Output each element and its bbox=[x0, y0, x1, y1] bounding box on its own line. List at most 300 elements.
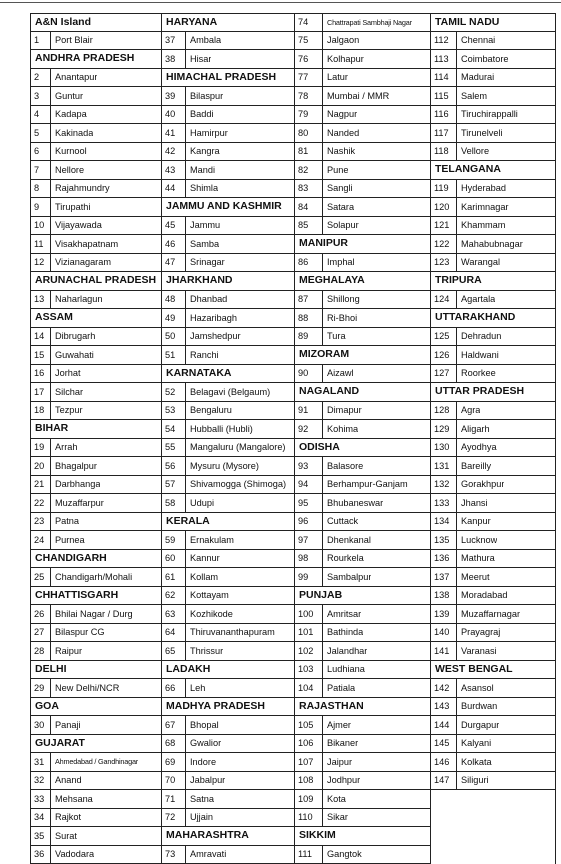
state-header: ARUNACHAL PRADESH bbox=[31, 272, 161, 291]
state-city-table bbox=[30, 13, 556, 864]
state-header: MANIPUR bbox=[295, 235, 430, 254]
city-number: 52 bbox=[162, 383, 186, 401]
city-row bbox=[31, 809, 161, 828]
city-name: Muzaffarpur bbox=[51, 498, 104, 508]
city-name: Agartala bbox=[457, 294, 495, 304]
table-column bbox=[294, 13, 430, 864]
city-name: Patiala bbox=[323, 683, 355, 693]
city-row bbox=[295, 124, 430, 143]
city-name: Bhagalpur bbox=[51, 461, 97, 471]
city-number: 13 bbox=[31, 291, 51, 309]
city-row bbox=[431, 587, 555, 606]
city-row bbox=[295, 402, 430, 421]
city-row bbox=[431, 365, 555, 384]
state-header: TELANGANA bbox=[431, 161, 555, 180]
city-name: Berhampur-Ganjam bbox=[323, 479, 408, 489]
city-name: Balasore bbox=[323, 461, 363, 471]
city-number: 141 bbox=[431, 642, 457, 660]
city-number: 142 bbox=[431, 679, 457, 697]
city-name: Mandi bbox=[186, 165, 215, 175]
city-row bbox=[31, 772, 161, 791]
state-header: A&N Island bbox=[31, 13, 161, 32]
city-row bbox=[31, 143, 161, 162]
city-number: 62 bbox=[162, 587, 186, 605]
city-name: Anand bbox=[51, 775, 82, 785]
state-header: ASSAM bbox=[31, 309, 161, 328]
city-row bbox=[31, 753, 161, 772]
city-name: Mumbai / MMR bbox=[323, 91, 389, 101]
city-name: Dibrugarh bbox=[51, 331, 95, 341]
city-name: Hisar bbox=[186, 54, 211, 64]
city-number: 126 bbox=[431, 346, 457, 364]
city-name: Hazaribagh bbox=[186, 313, 237, 323]
city-number: 106 bbox=[295, 735, 323, 753]
city-number: 88 bbox=[295, 309, 323, 327]
city-name: Visakhapatnam bbox=[51, 239, 118, 249]
state-header: KARNATAKA bbox=[162, 365, 294, 384]
city-name: Nashik bbox=[323, 146, 355, 156]
city-name: Agra bbox=[457, 405, 480, 415]
city-row bbox=[295, 87, 430, 106]
city-number: 112 bbox=[431, 32, 457, 50]
city-number: 65 bbox=[162, 642, 186, 660]
city-row bbox=[31, 402, 161, 421]
city-name: Solapur bbox=[323, 220, 359, 230]
city-number: 14 bbox=[31, 328, 51, 346]
city-row bbox=[162, 235, 294, 254]
city-number: 6 bbox=[31, 143, 51, 161]
city-number: 48 bbox=[162, 291, 186, 309]
city-row bbox=[431, 106, 555, 125]
city-row bbox=[431, 457, 555, 476]
city-row bbox=[295, 568, 430, 587]
city-name: Tirupathi bbox=[51, 202, 90, 212]
city-row bbox=[431, 531, 555, 550]
city-number: 28 bbox=[31, 642, 51, 660]
city-row bbox=[31, 235, 161, 254]
city-name: Kohima bbox=[323, 424, 358, 434]
city-number: 135 bbox=[431, 531, 457, 549]
city-row bbox=[162, 642, 294, 661]
city-number: 49 bbox=[162, 309, 186, 327]
city-row bbox=[431, 328, 555, 347]
city-row bbox=[31, 328, 161, 347]
city-name: Ludhiana bbox=[323, 664, 365, 674]
city-number: 92 bbox=[295, 420, 323, 438]
city-name: Vellore bbox=[457, 146, 489, 156]
city-name: Dimapur bbox=[323, 405, 362, 415]
city-name: Lucknow bbox=[457, 535, 497, 545]
state-header: GUJARAT bbox=[31, 735, 161, 754]
city-number: 55 bbox=[162, 439, 186, 457]
city-number: 67 bbox=[162, 716, 186, 734]
state-header: JHARKHAND bbox=[162, 272, 294, 291]
state-header: PUNJAB bbox=[295, 587, 430, 606]
city-number: 38 bbox=[162, 50, 186, 68]
city-name: Kozhikode bbox=[186, 609, 233, 619]
city-name: Leh bbox=[186, 683, 205, 693]
city-row bbox=[431, 476, 555, 495]
city-name: Sangli bbox=[323, 183, 353, 193]
city-name: Kolhapur bbox=[323, 54, 364, 64]
city-row bbox=[162, 402, 294, 421]
city-number: 5 bbox=[31, 124, 51, 142]
city-number: 146 bbox=[431, 753, 457, 771]
city-name: Rajkot bbox=[51, 812, 81, 822]
city-name: Indore bbox=[186, 757, 216, 767]
city-row bbox=[162, 143, 294, 162]
city-row bbox=[162, 624, 294, 643]
city-number: 138 bbox=[431, 587, 457, 605]
city-row bbox=[162, 124, 294, 143]
city-name: Amravati bbox=[186, 849, 226, 859]
city-number: 127 bbox=[431, 365, 457, 383]
city-number: 99 bbox=[295, 568, 323, 586]
city-name: New Delhi/NCR bbox=[51, 683, 119, 693]
state-header: CHHATTISGARH bbox=[31, 587, 161, 606]
city-number: 25 bbox=[31, 568, 51, 586]
city-name: Gwalior bbox=[186, 738, 221, 748]
city-row bbox=[31, 161, 161, 180]
city-name: Ujjain bbox=[186, 812, 213, 822]
city-name: Mahabubnagar bbox=[457, 239, 523, 249]
city-number: 57 bbox=[162, 476, 186, 494]
city-row bbox=[431, 143, 555, 162]
city-number: 140 bbox=[431, 624, 457, 642]
city-name: Kolkata bbox=[457, 757, 492, 767]
city-name: Vizianagaram bbox=[51, 257, 111, 267]
city-number: 143 bbox=[431, 698, 457, 716]
city-name: Tezpur bbox=[51, 405, 83, 415]
city-row bbox=[162, 735, 294, 754]
city-row bbox=[162, 346, 294, 365]
city-name: Dhanbad bbox=[186, 294, 227, 304]
city-number: 20 bbox=[31, 457, 51, 475]
city-row bbox=[431, 420, 555, 439]
state-header: NAGALAND bbox=[295, 383, 430, 402]
city-number: 104 bbox=[295, 679, 323, 697]
city-row bbox=[31, 106, 161, 125]
state-header: HARYANA bbox=[162, 13, 294, 32]
city-number: 117 bbox=[431, 124, 457, 142]
city-row bbox=[431, 50, 555, 69]
state-header: UTTARAKHAND bbox=[431, 309, 555, 328]
city-number: 41 bbox=[162, 124, 186, 142]
city-number: 137 bbox=[431, 568, 457, 586]
state-header: JAMMU AND KASHMIR bbox=[162, 198, 294, 217]
city-name: Belagavi (Belgaum) bbox=[186, 387, 270, 397]
city-name: Bilaspur CG bbox=[51, 627, 105, 637]
city-number: 124 bbox=[431, 291, 457, 309]
city-name: Satna bbox=[186, 794, 214, 804]
city-name: Vijayawada bbox=[51, 220, 102, 230]
city-number: 22 bbox=[31, 494, 51, 512]
state-header: RAJASTHAN bbox=[295, 698, 430, 717]
city-row bbox=[162, 476, 294, 495]
city-number: 32 bbox=[31, 772, 51, 790]
city-name: Bathinda bbox=[323, 627, 363, 637]
city-row bbox=[31, 568, 161, 587]
city-name: Burdwan bbox=[457, 701, 497, 711]
state-header: ANDHRA PRADESH bbox=[31, 50, 161, 69]
city-name: Salem bbox=[457, 91, 487, 101]
city-number: 31 bbox=[31, 753, 51, 771]
city-number: 128 bbox=[431, 402, 457, 420]
city-name: Bengaluru bbox=[186, 405, 232, 415]
city-name: Ahmedabad / Gandhinagar bbox=[51, 757, 138, 766]
city-row bbox=[31, 291, 161, 310]
city-name: Anantapur bbox=[51, 72, 97, 82]
city-name: Cuttack bbox=[323, 516, 358, 526]
state-header: LADAKH bbox=[162, 661, 294, 680]
city-number: 34 bbox=[31, 809, 51, 827]
city-name: Sambalpur bbox=[323, 572, 371, 582]
city-name: Thiruvananthapuram bbox=[186, 627, 275, 637]
city-name: Jhansi bbox=[457, 498, 488, 508]
city-number: 18 bbox=[31, 402, 51, 420]
city-row bbox=[162, 420, 294, 439]
city-name: Kottayam bbox=[186, 590, 229, 600]
city-row bbox=[162, 531, 294, 550]
city-name: Karimnagar bbox=[457, 202, 509, 212]
city-row bbox=[31, 254, 161, 273]
city-number: 29 bbox=[31, 679, 51, 697]
city-name: Amritsar bbox=[323, 609, 361, 619]
city-name: Bareilly bbox=[457, 461, 491, 471]
city-number: 78 bbox=[295, 87, 323, 105]
city-row bbox=[295, 624, 430, 643]
city-name: Imphal bbox=[323, 257, 355, 267]
city-name: Ernakulam bbox=[186, 535, 234, 545]
city-row bbox=[431, 698, 555, 717]
city-row bbox=[162, 716, 294, 735]
city-number: 84 bbox=[295, 198, 323, 216]
city-row bbox=[295, 753, 430, 772]
city-number: 36 bbox=[31, 846, 51, 864]
city-number: 24 bbox=[31, 531, 51, 549]
city-row bbox=[295, 790, 430, 809]
city-row bbox=[295, 328, 430, 347]
city-name: Kollam bbox=[186, 572, 218, 582]
city-number: 95 bbox=[295, 494, 323, 512]
city-number: 42 bbox=[162, 143, 186, 161]
city-row bbox=[295, 50, 430, 69]
city-number: 77 bbox=[295, 69, 323, 87]
city-number: 91 bbox=[295, 402, 323, 420]
city-row bbox=[431, 217, 555, 236]
city-name: Hamirpur bbox=[186, 128, 228, 138]
city-row bbox=[431, 679, 555, 698]
city-row bbox=[31, 513, 161, 532]
city-row bbox=[431, 439, 555, 458]
city-name: Vadodara bbox=[51, 849, 94, 859]
city-number: 87 bbox=[295, 291, 323, 309]
city-name: Thrissur bbox=[186, 646, 223, 656]
city-number: 10 bbox=[31, 217, 51, 235]
city-name: Jammu bbox=[186, 220, 220, 230]
city-name: Panaji bbox=[51, 720, 81, 730]
city-name: Jorhat bbox=[51, 368, 81, 378]
city-name: Latur bbox=[323, 72, 348, 82]
city-name: Muzaffarnagar bbox=[457, 609, 520, 619]
top-rule bbox=[0, 2, 561, 3]
city-number: 121 bbox=[431, 217, 457, 235]
city-name: Arrah bbox=[51, 442, 77, 452]
city-row bbox=[431, 735, 555, 754]
city-row bbox=[162, 50, 294, 69]
city-number: 70 bbox=[162, 772, 186, 790]
city-row bbox=[31, 124, 161, 143]
city-number: 40 bbox=[162, 106, 186, 124]
city-number: 75 bbox=[295, 32, 323, 50]
city-name: Naharlagun bbox=[51, 294, 103, 304]
city-row bbox=[31, 365, 161, 384]
city-row bbox=[295, 198, 430, 217]
city-name: Jaipur bbox=[323, 757, 352, 767]
city-number: 33 bbox=[31, 790, 51, 808]
city-row bbox=[295, 846, 430, 864]
city-row bbox=[431, 624, 555, 643]
city-name: Kannur bbox=[186, 553, 220, 563]
city-number: 108 bbox=[295, 772, 323, 790]
city-number: 97 bbox=[295, 531, 323, 549]
city-number: 123 bbox=[431, 254, 457, 272]
city-row bbox=[162, 291, 294, 310]
city-name: Jamshedpur bbox=[186, 331, 241, 341]
city-number: 114 bbox=[431, 69, 457, 87]
city-row bbox=[295, 32, 430, 51]
city-name: Bikaner bbox=[323, 738, 358, 748]
city-row bbox=[295, 661, 430, 680]
city-number: 4 bbox=[31, 106, 51, 124]
city-name: Baddi bbox=[186, 109, 214, 119]
state-header: CHANDIGARH bbox=[31, 550, 161, 569]
city-row bbox=[295, 143, 430, 162]
city-name: Ambala bbox=[186, 35, 221, 45]
city-row bbox=[431, 772, 555, 791]
city-number: 125 bbox=[431, 328, 457, 346]
city-name: Shivamogga (Shimoga) bbox=[186, 479, 286, 489]
city-number: 43 bbox=[162, 161, 186, 179]
city-row bbox=[31, 494, 161, 513]
city-number: 44 bbox=[162, 180, 186, 198]
city-row bbox=[295, 457, 430, 476]
city-row bbox=[162, 587, 294, 606]
city-row bbox=[162, 32, 294, 51]
city-name: Haldwani bbox=[457, 350, 499, 360]
city-name: Tirunelveli bbox=[457, 128, 503, 138]
city-number: 113 bbox=[431, 50, 457, 68]
city-number: 50 bbox=[162, 328, 186, 346]
city-number: 105 bbox=[295, 716, 323, 734]
city-number: 71 bbox=[162, 790, 186, 808]
city-row bbox=[31, 642, 161, 661]
city-number: 136 bbox=[431, 550, 457, 568]
table-column bbox=[161, 13, 294, 864]
city-number: 79 bbox=[295, 106, 323, 124]
city-number: 2 bbox=[31, 69, 51, 87]
city-number: 73 bbox=[162, 846, 186, 864]
city-row bbox=[162, 457, 294, 476]
city-number: 134 bbox=[431, 513, 457, 531]
city-number: 66 bbox=[162, 679, 186, 697]
city-number: 23 bbox=[31, 513, 51, 531]
city-number: 107 bbox=[295, 753, 323, 771]
city-row bbox=[31, 346, 161, 365]
city-row bbox=[31, 32, 161, 51]
city-row bbox=[295, 69, 430, 88]
city-row bbox=[295, 605, 430, 624]
city-name: Ri-Bhoi bbox=[323, 313, 357, 323]
city-number: 27 bbox=[31, 624, 51, 642]
city-number: 56 bbox=[162, 457, 186, 475]
city-name: Kota bbox=[323, 794, 346, 804]
city-row bbox=[162, 809, 294, 828]
city-row bbox=[295, 513, 430, 532]
city-number: 144 bbox=[431, 716, 457, 734]
city-number: 59 bbox=[162, 531, 186, 549]
city-name: Mehsana bbox=[51, 794, 93, 804]
city-name: Hyderabad bbox=[457, 183, 506, 193]
city-number: 82 bbox=[295, 161, 323, 179]
city-row bbox=[295, 772, 430, 791]
city-name: Satara bbox=[323, 202, 354, 212]
city-number: 115 bbox=[431, 87, 457, 105]
state-header: MAHARASHTRA bbox=[162, 827, 294, 846]
city-row bbox=[295, 679, 430, 698]
city-number: 69 bbox=[162, 753, 186, 771]
city-number: 54 bbox=[162, 420, 186, 438]
city-row bbox=[31, 198, 161, 217]
state-header: TAMIL NADU bbox=[431, 13, 555, 32]
city-number: 130 bbox=[431, 439, 457, 457]
city-number: 119 bbox=[431, 180, 457, 198]
city-name: Dehradun bbox=[457, 331, 501, 341]
city-number: 26 bbox=[31, 605, 51, 623]
city-row bbox=[431, 605, 555, 624]
city-name: Siliguri bbox=[457, 775, 489, 785]
city-number: 102 bbox=[295, 642, 323, 660]
city-row bbox=[295, 809, 430, 828]
city-row bbox=[31, 457, 161, 476]
state-header: BIHAR bbox=[31, 420, 161, 439]
city-name: Nanded bbox=[323, 128, 359, 138]
city-row bbox=[162, 679, 294, 698]
city-row bbox=[295, 291, 430, 310]
city-number: 8 bbox=[31, 180, 51, 198]
city-row bbox=[162, 328, 294, 347]
city-number: 139 bbox=[431, 605, 457, 623]
city-number: 11 bbox=[31, 235, 51, 253]
city-row bbox=[162, 846, 294, 864]
city-row bbox=[431, 753, 555, 772]
state-header: SIKKIM bbox=[295, 827, 430, 846]
city-number: 86 bbox=[295, 254, 323, 272]
city-number: 21 bbox=[31, 476, 51, 494]
city-row bbox=[295, 180, 430, 199]
city-name: Purnea bbox=[51, 535, 85, 545]
city-number: 93 bbox=[295, 457, 323, 475]
city-number: 15 bbox=[31, 346, 51, 364]
city-name: Darbhanga bbox=[51, 479, 100, 489]
city-row bbox=[431, 716, 555, 735]
city-number: 83 bbox=[295, 180, 323, 198]
state-header: TRIPURA bbox=[431, 272, 555, 291]
city-number: 9 bbox=[31, 198, 51, 216]
city-number: 17 bbox=[31, 383, 51, 401]
city-number: 118 bbox=[431, 143, 457, 161]
city-name: Guntur bbox=[51, 91, 83, 101]
